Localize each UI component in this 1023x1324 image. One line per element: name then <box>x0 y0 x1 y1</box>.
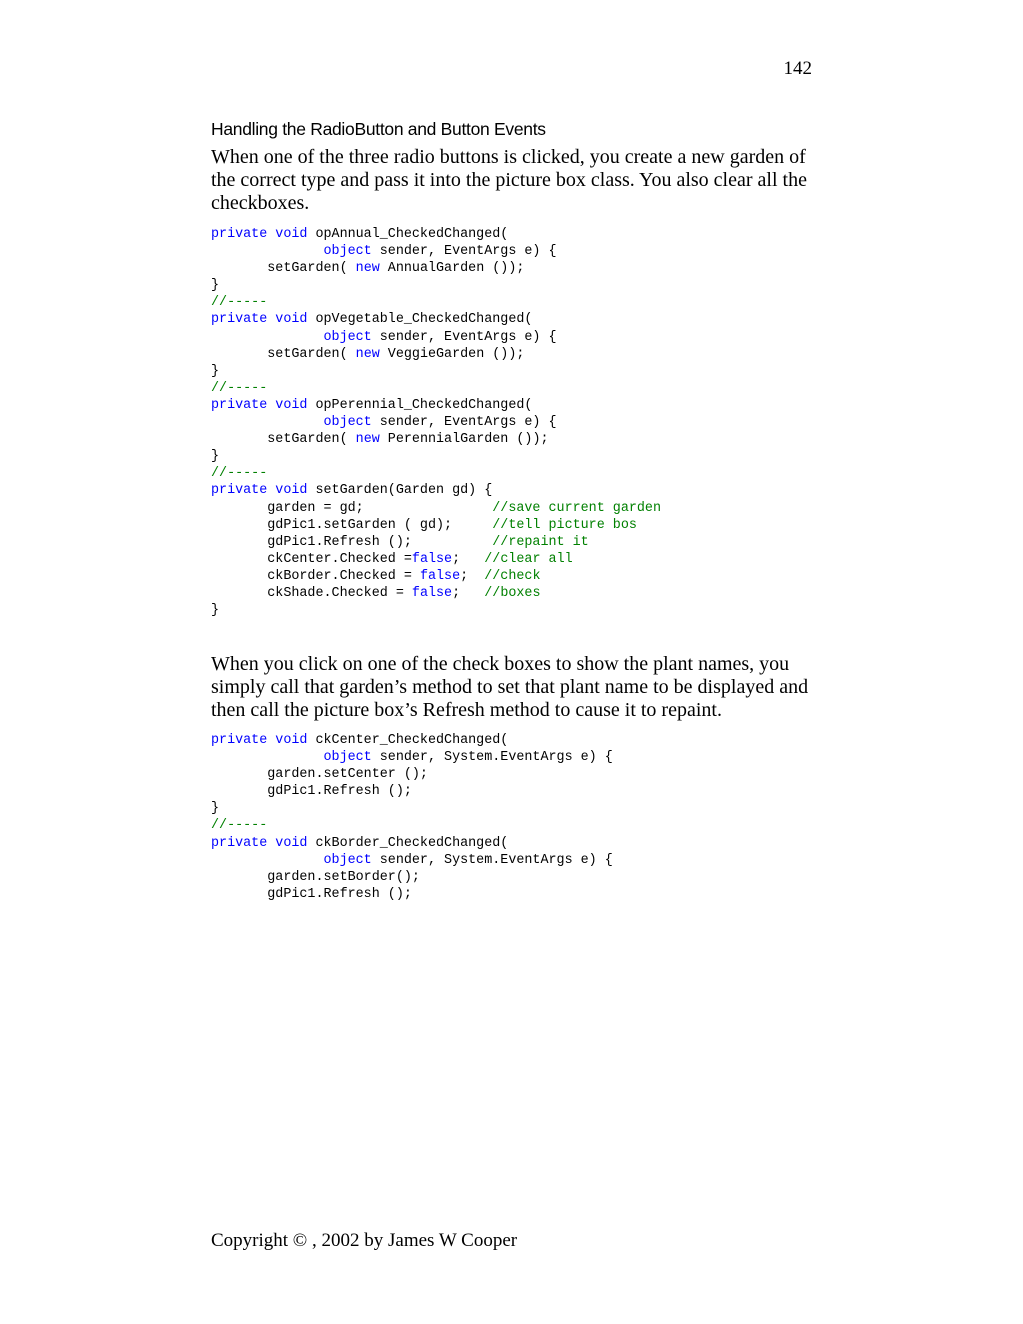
code-text: sender, EventArgs e) { <box>371 329 557 345</box>
code-text <box>211 750 324 765</box>
code-text: } <box>211 603 220 619</box>
code-text: opAnnual_CheckedChanged( <box>307 227 509 242</box>
code-line <box>211 568 661 585</box>
code-comment: //----- <box>211 380 268 396</box>
code-text: gdPic1.setGarden ( gd); <box>211 517 493 533</box>
code-text: } <box>211 278 220 294</box>
code-line <box>211 311 661 328</box>
code-keyword: private void <box>211 483 308 499</box>
code-line <box>211 482 661 499</box>
code-line <box>211 852 613 869</box>
code-comment: //check <box>484 568 541 584</box>
code-text: ; <box>452 551 485 567</box>
code-text: ckCenter.Checked = <box>211 551 412 567</box>
code-line <box>211 732 613 749</box>
code-text: gdPic1.Refresh (); <box>211 886 412 902</box>
code-text: ckBorder_CheckedChanged( <box>307 835 509 851</box>
code-text <box>211 415 324 430</box>
code-comment: //----- <box>211 466 268 482</box>
code-keyword: object <box>323 415 372 431</box>
code-text: setGarden( <box>211 261 356 277</box>
code-text: setGarden(Garden gd) { <box>307 483 493 499</box>
code-line <box>211 277 661 294</box>
code-line <box>211 551 661 568</box>
code-text: sender, System.EventArgs e) { <box>371 750 613 766</box>
code-text: ; <box>452 585 485 601</box>
intro-paragraph: When one of the three radio buttons is clicked, you create a new garden of the correct type and pass it into the picture box class. You also clear all the checkboxes. <box>211 146 807 214</box>
code-text: } <box>211 449 220 465</box>
code-comment: //tell picture bos <box>492 517 637 533</box>
code-text: } <box>211 363 220 379</box>
code-keyword: false <box>411 551 453 567</box>
code-text: VeggieGarden ()); <box>379 346 525 362</box>
code-text <box>211 244 324 259</box>
code-text: opVegetable_CheckedChanged( <box>307 312 533 328</box>
code-keyword: private void <box>211 835 308 851</box>
code-text <box>211 853 324 868</box>
code-line <box>211 431 661 448</box>
code-text: sender, EventArgs e) { <box>371 244 557 260</box>
code-text: gdPic1.Refresh (); <box>211 534 493 550</box>
code-line <box>211 346 661 363</box>
code-text: opPerennial_CheckedChanged( <box>307 397 533 413</box>
code-line <box>211 749 613 766</box>
code-comment: //save current garden <box>492 500 661 516</box>
code-line <box>211 414 661 431</box>
code-text: ckCenter_CheckedChanged( <box>307 733 509 748</box>
code-text: garden = gd; <box>211 500 493 516</box>
code-block-radio-handlers <box>211 226 661 619</box>
code-text: ckBorder.Checked = <box>211 568 420 584</box>
code-comment: //repaint it <box>492 534 589 550</box>
code-keyword: private void <box>211 312 308 328</box>
code-line <box>211 448 661 465</box>
code-keyword: private void <box>211 397 308 413</box>
code-text: garden.setCenter (); <box>211 767 428 783</box>
code-keyword: new <box>355 432 380 448</box>
code-comment: //clear all <box>484 551 573 567</box>
code-text: AnnualGarden ()); <box>379 261 525 277</box>
code-keyword: object <box>323 244 372 260</box>
code-keyword: private void <box>211 227 308 242</box>
code-keyword: private void <box>211 733 308 748</box>
code-keyword: object <box>323 750 372 766</box>
code-line <box>211 500 661 517</box>
code-text: sender, System.EventArgs e) { <box>371 852 613 868</box>
code-line <box>211 517 661 534</box>
code-keyword: false <box>411 585 453 601</box>
page-number: 142 <box>783 58 812 79</box>
code-comment: //boxes <box>484 585 541 601</box>
code-text: sender, EventArgs e) { <box>371 415 557 431</box>
code-line <box>211 226 661 243</box>
code-keyword: object <box>323 852 372 868</box>
code-line <box>211 869 613 886</box>
code-text: setGarden( <box>211 432 356 448</box>
code-line <box>211 800 613 817</box>
code-keyword: object <box>323 329 372 345</box>
code-line <box>211 766 613 783</box>
code-comment: //----- <box>211 818 268 834</box>
code-text: setGarden( <box>211 346 356 362</box>
code-text <box>211 330 324 345</box>
code-line <box>211 783 613 800</box>
code-text: ; <box>460 568 485 584</box>
code-line <box>211 835 613 852</box>
code-line <box>211 817 613 834</box>
code-text: garden.setBorder(); <box>211 869 420 885</box>
code-text: PerennialGarden ()); <box>379 432 549 448</box>
code-keyword: new <box>355 261 380 277</box>
code-line <box>211 585 661 602</box>
code-line <box>211 397 661 414</box>
code-text: gdPic1.Refresh (); <box>211 784 412 800</box>
code-line <box>211 465 661 482</box>
code-line <box>211 886 613 903</box>
code-keyword: new <box>355 346 380 362</box>
code-line <box>211 260 661 277</box>
code-line <box>211 329 661 346</box>
section-heading: Handling the RadioButton and Button Events <box>211 119 546 139</box>
code-line <box>211 380 661 397</box>
code-line <box>211 602 661 619</box>
code-line <box>211 534 661 551</box>
copyright-footer: Copyright © , 2002 by James W Cooper <box>211 1230 518 1251</box>
code-block-checkbox-handlers <box>211 732 613 903</box>
checkbox-paragraph: When you click on one of the check boxes to show the plant names, you simply call that garden’s method to set that plant name to be displayed and then call the picture box’s Refresh method to cause it to repaint. <box>211 653 809 721</box>
code-line <box>211 294 661 311</box>
code-text: ckShade.Checked = <box>211 585 412 601</box>
code-text: } <box>211 801 220 817</box>
code-line <box>211 243 661 260</box>
code-line <box>211 363 661 380</box>
code-comment: //----- <box>211 295 268 311</box>
code-keyword: false <box>419 568 461 584</box>
